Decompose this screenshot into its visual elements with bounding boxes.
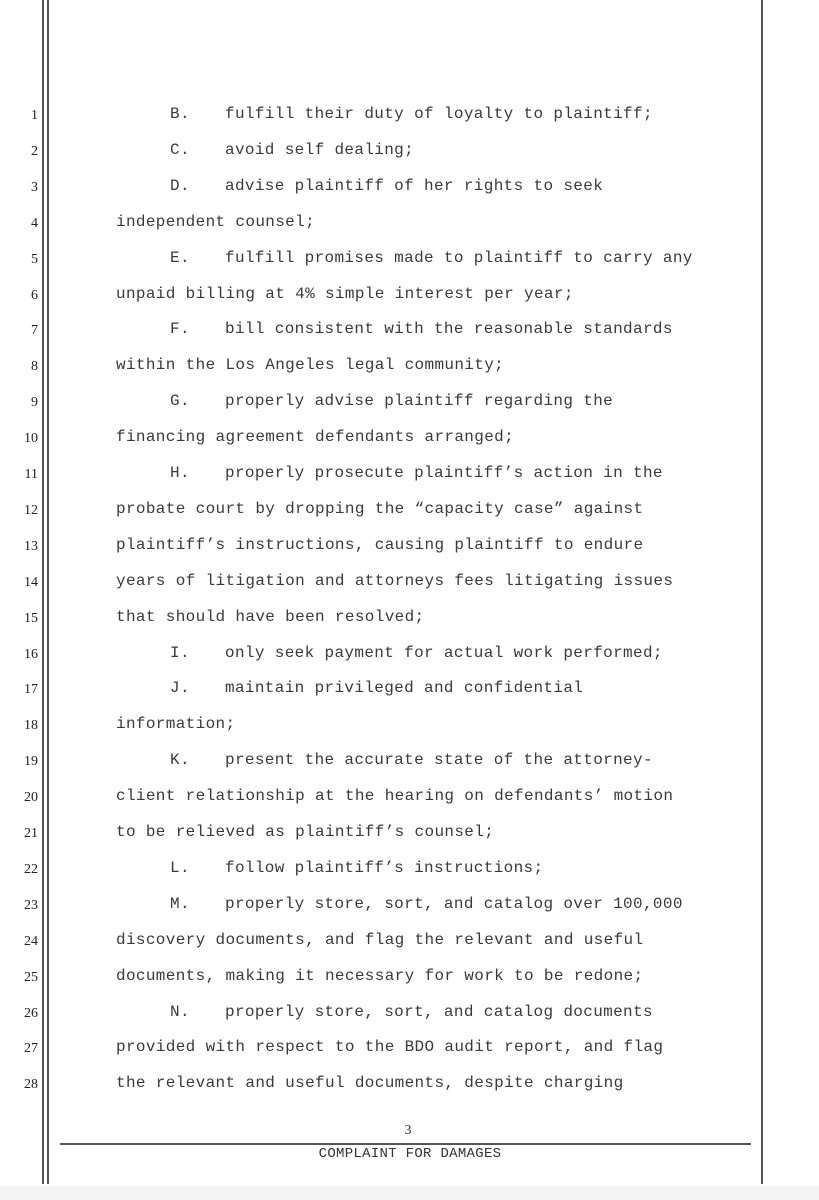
line-number: 3 (31, 179, 38, 195)
item-marker: H. (170, 464, 190, 482)
item-text: properly store, sort, and catalog documents (225, 1002, 653, 1021)
list-item-start (170, 464, 663, 482)
line-number: 20 (24, 790, 38, 806)
list-item-start (170, 644, 663, 662)
item-text: properly prosecute plaintiff’s action in the (225, 464, 663, 482)
line-number: 24 (24, 933, 38, 949)
list-item-continuation (116, 356, 504, 374)
line-number: 28 (24, 1077, 38, 1093)
item-text: within the Los Angeles legal community; (116, 356, 505, 375)
line-number: 1 (31, 108, 38, 123)
bottom-scan-edge (0, 1186, 819, 1200)
line-number: 19 (24, 754, 38, 770)
list-item-continuation (116, 1038, 663, 1056)
item-text: properly advise plaintiff regarding the (225, 392, 614, 411)
item-text: bill consistent with the reasonable standards (225, 320, 673, 339)
list-item-continuation (116, 213, 315, 231)
item-text: financing agreement defendants arranged; (116, 428, 515, 447)
list-item-start (170, 141, 414, 159)
list-item-start (170, 895, 683, 913)
list-item-start (170, 320, 673, 338)
line-number: 2 (31, 143, 38, 159)
item-text: to be relieved as plaintiff’s counsel; (116, 823, 495, 841)
list-item-continuation (116, 967, 643, 985)
list-item-continuation (116, 285, 574, 303)
footer-rule (60, 1143, 751, 1145)
line-number: 5 (31, 251, 38, 267)
list-item-start (170, 859, 543, 877)
list-item-continuation (116, 931, 643, 949)
line-number: 4 (31, 215, 38, 231)
item-text: discovery documents, and flag the relevant and useful (116, 930, 644, 949)
item-marker: J. (170, 679, 190, 698)
item-marker: L. (170, 858, 190, 877)
line-number: 7 (31, 323, 38, 339)
list-item-continuation (116, 428, 514, 446)
item-marker: F. (170, 320, 190, 339)
list-item-continuation (116, 787, 673, 805)
item-marker: C. (170, 140, 190, 159)
list-item-start (170, 249, 693, 267)
line-number: 14 (24, 574, 38, 590)
list-item-continuation (116, 572, 673, 590)
line-number: 22 (24, 861, 38, 877)
list-item-continuation (116, 608, 425, 626)
line-number: 15 (24, 610, 38, 626)
item-marker: B. (170, 105, 190, 123)
line-number: 21 (24, 826, 38, 841)
line-number: 13 (24, 538, 38, 554)
item-text: client relationship at the hearing on defendants’ motion (116, 787, 674, 806)
line-number: 8 (31, 359, 38, 375)
item-marker: D. (170, 176, 190, 195)
page-number: 3 (404, 1123, 412, 1138)
item-text: independent counsel; (116, 212, 316, 231)
line-number: 6 (31, 287, 38, 303)
line-number: 23 (24, 897, 38, 913)
item-text: fulfill promises made to plaintiff to carry any (225, 248, 693, 267)
item-marker: I. (170, 643, 190, 662)
line-number: 10 (24, 431, 38, 447)
item-text: maintain privileged and confidential (225, 679, 584, 698)
item-text: properly store, sort, and catalog over 100,000 (225, 894, 683, 913)
line-number: 18 (24, 718, 38, 734)
line-number: 16 (24, 646, 38, 662)
list-item-continuation (116, 823, 494, 841)
list-item-continuation (116, 1074, 624, 1092)
item-marker: K. (170, 751, 190, 770)
line-number: 9 (31, 395, 38, 411)
item-text: unpaid billing at 4% simple interest per year; (116, 284, 574, 303)
item-text: that should have been resolved; (116, 607, 425, 626)
line-number: 25 (24, 969, 38, 985)
list-item-start (170, 1003, 653, 1021)
item-text: follow plaintiff’s instructions; (225, 858, 544, 877)
list-item-continuation (116, 715, 235, 733)
list-item-continuation (116, 536, 643, 554)
item-text: advise plaintiff of her rights to seek (225, 176, 604, 195)
list-item-start (170, 392, 613, 410)
item-marker: G. (170, 392, 190, 411)
item-marker: M. (170, 894, 190, 913)
item-text: only seek payment for actual work performed; (225, 643, 663, 662)
line-number: 17 (24, 682, 38, 698)
list-item-start (170, 105, 653, 123)
item-text: the relevant and useful documents, despite charging (116, 1074, 624, 1093)
item-text: information; (116, 715, 236, 734)
item-marker: E. (170, 248, 190, 267)
line-number: 12 (24, 502, 38, 518)
line-number: 11 (24, 467, 38, 482)
item-marker: N. (170, 1002, 190, 1021)
list-item-start (170, 751, 653, 769)
item-text: present the accurate state of the attorney- (225, 751, 653, 770)
item-text: documents, making it necessary for work to be redone; (116, 966, 644, 985)
item-text: years of litigation and attorneys fees litigating issues (116, 571, 674, 590)
item-text: probate court by dropping the “capacity case” against (116, 499, 644, 518)
item-text: provided with respect to the BDO audit report, and flag (116, 1038, 664, 1057)
item-text: plaintiff’s instructions, causing plaintiff to endure (116, 535, 644, 554)
line-number: 26 (24, 1005, 38, 1021)
item-text: fulfill their duty of loyalty to plaintiff; (225, 105, 653, 123)
list-item-continuation (116, 500, 643, 518)
item-text: avoid self dealing; (225, 140, 415, 159)
list-item-start (170, 177, 603, 195)
line-number: 27 (24, 1041, 38, 1057)
footer-title: COMPLAINT FOR DAMAGES (318, 1146, 502, 1162)
list-item-start (170, 679, 583, 697)
